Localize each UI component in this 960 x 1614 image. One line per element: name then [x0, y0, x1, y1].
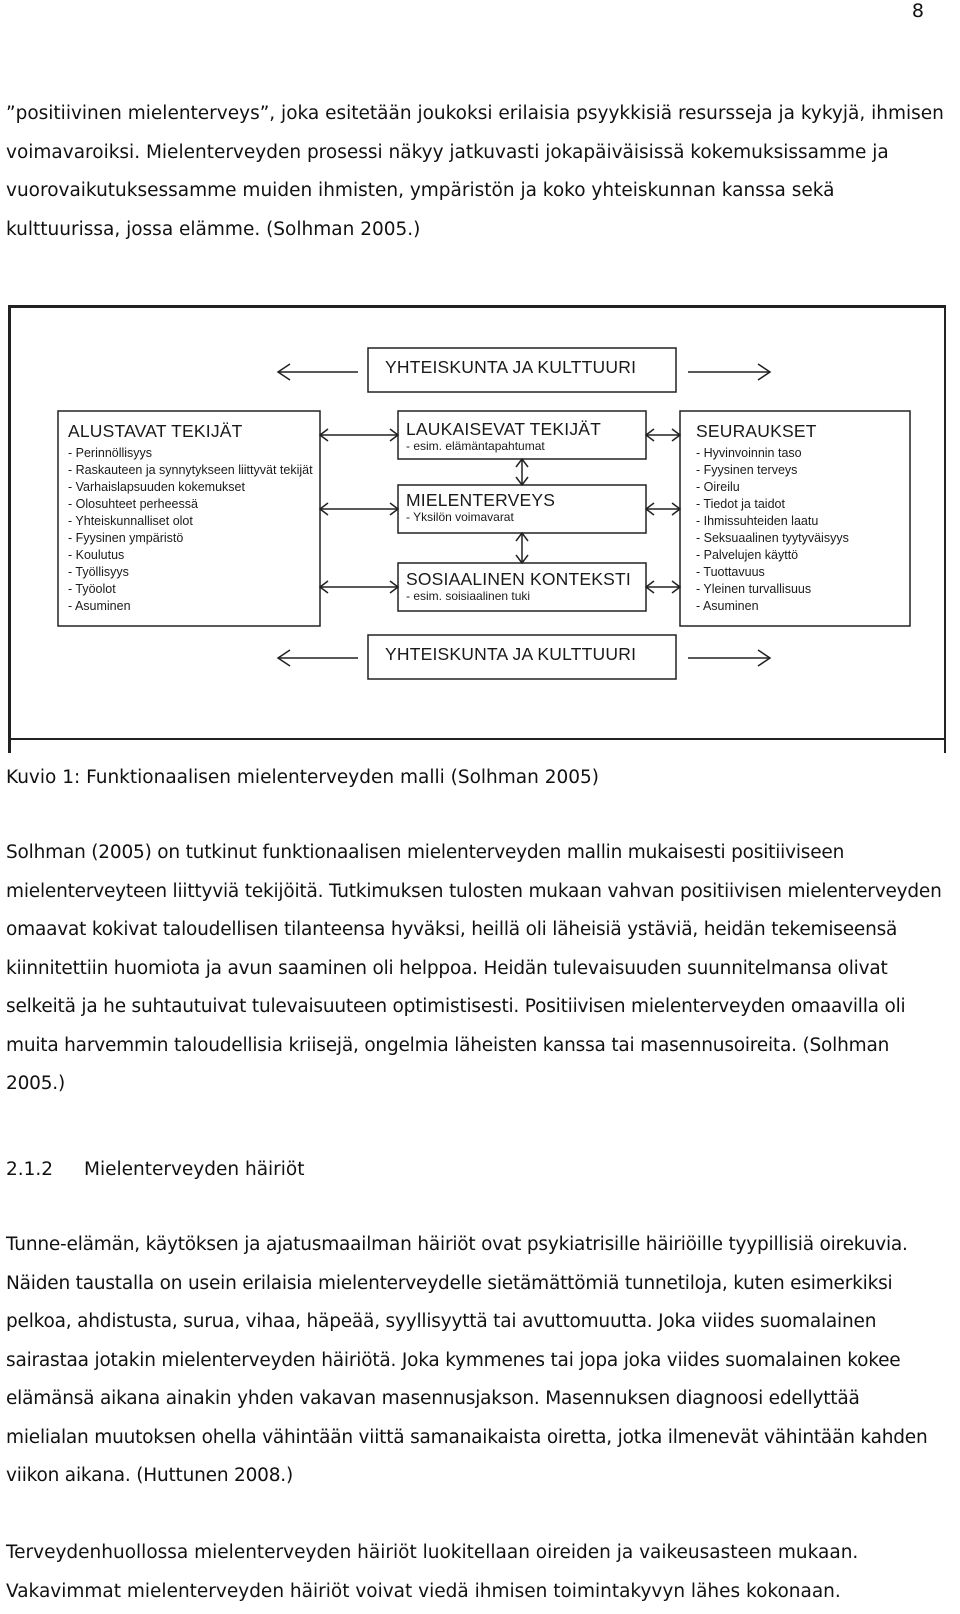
list-item: - Yhteiskunnalliset olot — [68, 514, 193, 528]
list-item: - Ihmissuhteiden laatu — [696, 514, 819, 528]
mielenterveys-sub: - Yksilön voimavarat — [406, 510, 514, 524]
alustavat-title: ALUSTAVAT TEKIJÄT — [68, 421, 243, 441]
section-title: Mielenterveyden häiriöt — [84, 1159, 305, 1180]
page-number: 8 — [911, 0, 924, 22]
seuraukset-title: SEURAUKSET — [696, 421, 817, 441]
list-item: - Fyysinen terveys — [696, 463, 798, 477]
list-item: - Tiedot ja taidot — [696, 497, 785, 511]
hairiot-paragraph: Tunne-elämän, käytöksen ja ajatusmaailman häiriöt ovat psykiatrisille häiriöille tyypillisiä oirekuvia. Näiden taustalla on usein erilaisia mielenterveydelle sietämättömiä tunnetiloja, kuten esimerkiksi pelkoa, ahdistusta, surua, vihaa, häpeää, syyllisyyttä tai avuttomuutta. Joka viides suomalainen sairastaa jotakin mielenterveyden häiriötä. Joka kymmenes tai jopa joka viides suomalainen kokee elämänsä aikana ainakin yhden vakavan masennusjakson. Masennuksen diagnoosi edellyttää mielialan muutoksen ohella vähintään viittä samanaikaista oiretta, jotka ilmenevät vähintään kahden viikon aikana. (Huttunen 2008.) — [6, 1234, 928, 1486]
list-item: - Oireilu — [696, 480, 740, 494]
bottom-banner-label: YHTEISKUNTA JA KULTTUURI — [385, 644, 637, 664]
list-item: - Palvelujen käyttö — [696, 548, 799, 562]
top-banner-label: YHTEISKUNTA JA KULTTUURI — [385, 357, 637, 377]
luokitus-paragraph: Terveydenhuollossa mielenterveyden häiriöt luokitellaan oireiden ja vaikeusasteen mukaan. Vakavimmat mielenterveyden häiriöt voivat viedä ihmisen toimintakyvyn lähes kokonaan. — [6, 1542, 859, 1602]
list-item: - Yleinen turvallisuus — [696, 582, 812, 596]
mielenterveys-title: MIELENTERVEYS — [406, 490, 556, 510]
sosiaalinen-sub: - esim. soisiaalinen tuki — [406, 589, 531, 603]
sosiaalinen-title: SOSIAALINEN KONTEKSTI — [406, 569, 631, 589]
list-item: - Fyysinen ympäristö — [68, 531, 184, 545]
list-item: - Perinnöllisyys — [68, 446, 153, 460]
solhman-paragraph: Solhman (2005) on tutkinut funktionaalisen mielenterveyden mallin mukaisesti positiiviseen mielenterveyteen liittyviä tekijöitä. Tutkimuksen tulosten mukaan vahvan positiivisen mielenterveyden omaavat kokivat taloudellisen tilanteensa hyväksi, heillä oli läheisiä ystäviä, heidän tekemiseensä kiinnitettiin huomiota ja avun saaminen oli helppoa. Heidän tulevaisuuden suunnitelmansa olivat selkeitä ja he suhtautuivat tulevaisuuteen optimistisesti. Positiivisen mielenterveyden omaavilla oli muita harvemmin taloudellisia kriisejä, ongelmia läheisten kanssa tai masennusoireita. (Solhman 2005.) — [6, 842, 942, 1094]
laukaisevat-sub: - esim. elämäntapahtumat — [406, 439, 545, 453]
list-item: - Raskauteen ja synnytykseen liittyvät tekijät — [68, 463, 313, 477]
list-item: - Seksuaalinen tyytyväisyys — [696, 531, 849, 545]
list-item: - Tuottavuus — [696, 565, 765, 579]
alustavat-list — [68, 445, 313, 615]
list-item: - Työllisyys — [68, 565, 129, 579]
seuraukset-list — [696, 445, 849, 615]
section-heading — [6, 1158, 305, 1182]
figure-caption: Kuvio 1: Funktionaalisen mielenterveyden malli (Solhman 2005) — [6, 767, 600, 788]
list-item: - Työolot — [68, 582, 116, 596]
list-item: - Asuminen — [696, 599, 759, 613]
section-number: 2.1.2 — [6, 1159, 54, 1180]
list-item: - Asuminen — [68, 599, 131, 613]
laukaisevat-title: LAUKAISEVAT TEKIJÄT — [406, 419, 602, 439]
functional-mental-health-model-figure — [8, 305, 946, 753]
list-item: - Koulutus — [68, 548, 125, 562]
list-item: - Hyvinvoinnin taso — [696, 446, 802, 460]
list-item: - Olosuhteet perheessä — [68, 497, 198, 511]
list-item: - Varhaislapsuuden kokemukset — [68, 480, 245, 494]
intro-paragraph: ”positiivinen mielenterveys”, joka esitetään joukoksi erilaisia psyykkisiä resursseja ja kykyjä, ihmisen voimavaroiksi. Mielenterveyden prosessi näkyy jatkuvasti jokapäiväisissä kokemuksissamme ja vuorovaikutuksessamme muiden ihmisten, ympäristön ja koko yhteiskunnan kanssa sekä kulttuurissa, jossa elämme. (Solhman 2005.) — [6, 103, 944, 240]
